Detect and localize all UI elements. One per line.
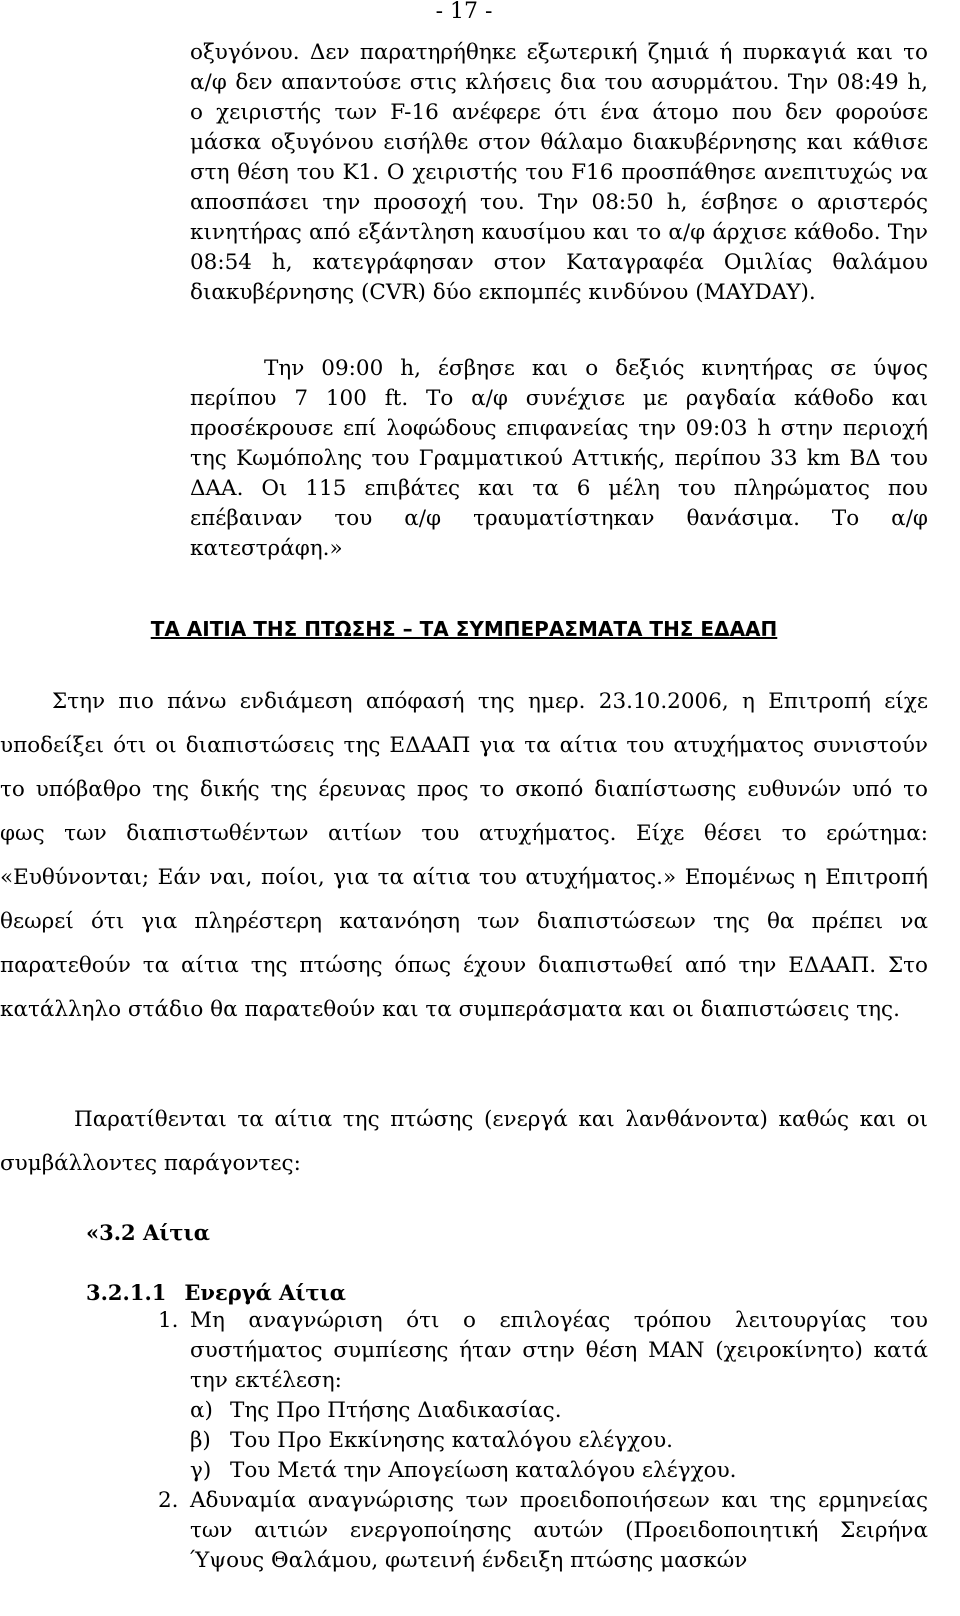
sub-item-letter: γ): [190, 1458, 212, 1483]
subsection-title: «3.2 Αίτια: [86, 1220, 210, 1245]
subsubsection-title: Ενεργά Αίτια: [184, 1280, 346, 1305]
section-heading: ΤΑ ΑΙΤΙΑ ΤΗΣ ΠΤΩΣΗΣ – ΤΑ ΣΥΜΠΕΡΑΣΜΑΤΑ ΤΗΣ ΕΔΑΑΠ: [150, 617, 778, 641]
item-text: Μη αναγνώριση ότι ο επιλογέας τρόπου λειτουργίας του συστήματος συμπίεσης ήταν στην θέση MAN (χειροκίνητο) κατά την εκτέλεση:: [190, 1308, 928, 1393]
item-text: Αδυναμία αναγνώρισης των προειδοποιήσεων και της ερμηνείας των αιτιών ενεργοποίησης αυτών (Προειδοποιητική Σειρήνα Ύψους Θαλάμου, φωτεινή ένδειξη πτώσης μασκών: [190, 1488, 928, 1573]
sub-item: [190, 1396, 928, 1426]
quote-paragraph-1: [190, 38, 928, 308]
list-item: [158, 1486, 928, 1576]
sub-item-list: [190, 1396, 928, 1486]
subsubsection-number: 3.2.1.1: [86, 1280, 167, 1305]
sub-item-text: Της Προ Πτήσης Διαδικασίας.: [230, 1398, 562, 1423]
sub-item-text: Του Μετά την Απογείωση καταλόγου ελέγχου.: [230, 1458, 737, 1483]
sub-item-text: Του Προ Εκκίνησης καταλόγου ελέγχου.: [230, 1428, 674, 1453]
paragraph-text: οξυγόνου. Δεν παρατηρήθηκε εξωτερική ζημιά ή πυρκαγιά και το α/φ δεν απαντούσε στις κλήσεις δια του ασυρμάτου. Την 08:49 h, ο χειριστής των F-16 ανέφερε ότι ένα άτομο που δεν φορούσε μάσκα οξυγόνου εισήλθε στον θάλαμο διακυβέρνησης και κάθισε στη θέση του K1. Ο χειριστής του F16 προσπάθησε ανεπιτυχώς να αποσπάσει την προσοχή του. Την 08:50 h, έσβησε ο αριστερός κινητήρας από εξάντληση καυσίμου και το α/φ άρχισε κάθοδο. Την 08:54 h, κατεγράφησαν στον Καταγραφέα Ομιλίας θαλάμου διακυβέρνησης (CVR) δύο εκπομπές κινδύνου (MAYDAY).: [190, 40, 928, 305]
body-paragraph-1: [0, 680, 928, 1032]
active-causes-list: [158, 1306, 928, 1576]
list-item: [158, 1306, 928, 1486]
quote-paragraph-2: [190, 354, 928, 564]
subsubsection-heading: [86, 1278, 346, 1308]
sub-item: [190, 1426, 928, 1456]
paragraph-text: Παρατίθενται τα αίτια της πτώσης (ενεργά και λανθάνοντα) καθώς και οι συμβάλλοντες παράγοντες:: [0, 1107, 928, 1176]
paragraph-text: Στην πιο πάνω ενδιάμεση απόφασή της ημερ. 23.10.2006, η Επιτροπή είχε υποδείξει ότι οι διαπιστώσεις της ΕΔΑΑΠ για τα αίτια του ατυχήματος συνιστούν το υπόβαθρο της δικής της έρευνας προς το σκοπό διαπίστωσης ευθυνών υπό το φως των διαπιστωθέντων αιτίων του ατυχήματος. Είχε θέσει το ερώτημα: «Ευθύνονται; Εάν ναι, ποίοι, για τα αίτια του ατυχήματος.» Επομένως η Επιτροπή θεωρεί ότι για πληρέστερη κατανόηση των διαπιστώσεων της θα πρέπει να παρατεθούν τα αίτια της πτώσης όπως έχουν διαπιστωθεί από την ΕΔΑΑΠ. Στο κατάλληλο στάδιο θα παρατεθούν και τα συμπεράσματα και οι διαπιστώσεις της.: [0, 689, 928, 1022]
sub-item-letter: β): [190, 1428, 211, 1453]
page-number: - 17 -: [435, 0, 493, 24]
item-number: 1.: [158, 1308, 179, 1333]
paragraph-text: Την 09:00 h, έσβησε και ο δεξιός κινητήρας σε ύψος περίπου 7 100 ft. Το α/φ συνέχισε με ραγδαία κάθοδο και προσέκρουσε επί λοφώδους επιφανείας την 09:03 h στην περιοχή της Κωμόπολης του Γραμματικού Αττικής, περίπου 33 km ΒΔ του ΔΑΑ. Οι 115 επιβάτες και τα 6 μέλη του πληρώματος που επέβαιναν του α/φ τραυματίστηκαν θανάσιμα. Το α/φ κατεστράφη.»: [190, 356, 928, 561]
body-paragraph-2: [0, 1098, 928, 1186]
sub-item-letter: α): [190, 1398, 213, 1423]
item-number: 2.: [158, 1488, 179, 1513]
sub-item: [190, 1456, 928, 1486]
